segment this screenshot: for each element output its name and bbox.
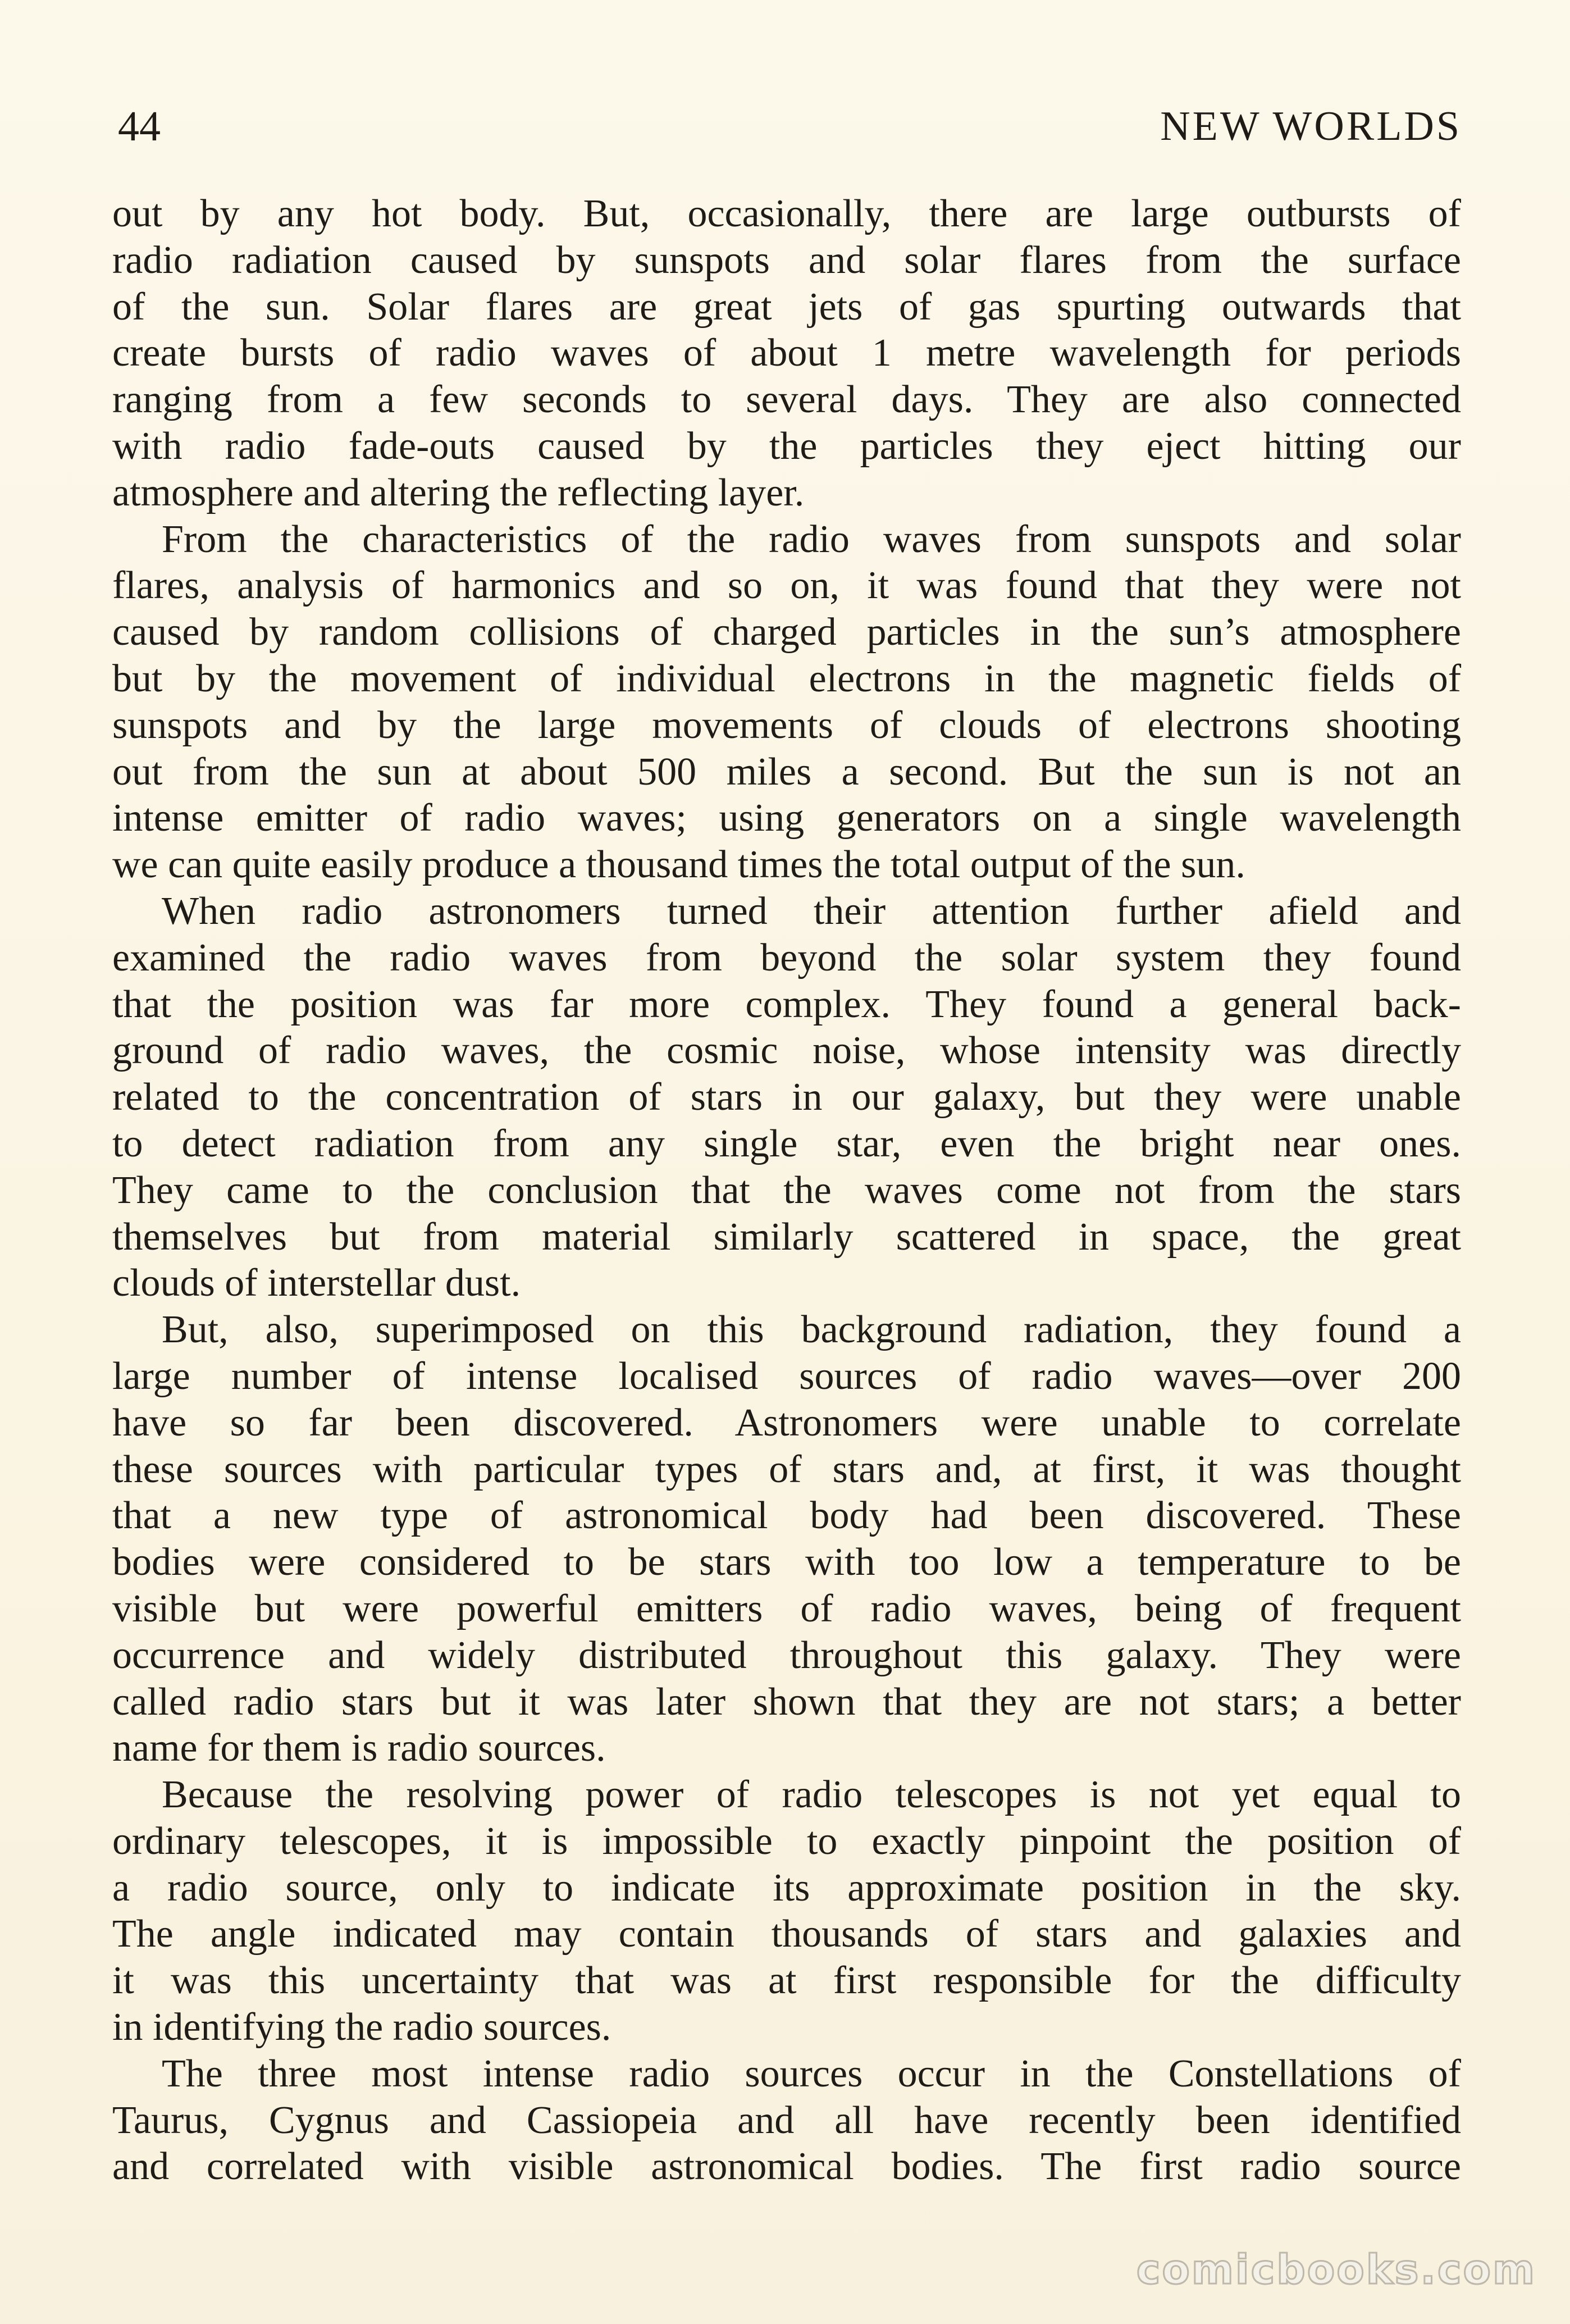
text-line: that the position was far more complex. They found a general back- (112, 982, 1461, 1026)
running-head (118, 95, 1462, 157)
watermark: comicbooks.com (1136, 2246, 1536, 2293)
page-number: 44 (118, 103, 161, 150)
text-line: have so far been discovered. Astronomers were unable to correlate (112, 1401, 1461, 1444)
text-line: that a new type of astronomical body had been discovered. These (112, 1494, 1461, 1538)
text-line: called radio stars but it was later shown that they are not stars; a better (112, 1680, 1461, 1724)
body-text (112, 191, 1461, 2190)
text-line: we can quite easily produce a thousand times the total output of the sun. (112, 843, 1245, 887)
text-line: flares, analysis of harmonics and so on, it was found that they were not (112, 564, 1461, 608)
text-line: it was this uncertainty that was at first responsible for the difficulty (112, 1959, 1461, 2003)
text-line: Because the resolving power of radio telescopes is not yet equal to (162, 1773, 1461, 1817)
running-title: NEW WORLDS (1160, 103, 1462, 149)
text-line: and correlated with visible astronomical bodies. The first radio source (112, 2145, 1461, 2189)
text-line: ranging from a few seconds to several days. They are also connected (112, 378, 1461, 422)
text-line: themselves but from material similarly scattered in space, the great (112, 1215, 1461, 1259)
text-line: occurrence and widely distributed throughout this galaxy. They were (112, 1633, 1461, 1677)
text-line: The three most intense radio sources occur in the Constellations of (162, 2052, 1461, 2095)
text-line: ground of radio waves, the cosmic noise, whose intensity was directly (112, 1029, 1461, 1073)
text-line: related to the concentration of stars in our galaxy, but they were unable (112, 1076, 1461, 1119)
text-line: clouds of interstellar dust. (112, 1261, 521, 1305)
text-line: out from the sun at about 500 miles a second. But the sun is not an (112, 750, 1461, 794)
text-line: radio radiation caused by sunspots and solar flares from the surface (112, 238, 1461, 282)
text-line: The angle indicated may contain thousands of stars and galaxies and (112, 1912, 1461, 1956)
text-line: But, also, superimposed on this background radiation, they found a (162, 1308, 1461, 1352)
text-line: When radio astronomers turned their attention further afield and (162, 889, 1461, 933)
text-line: out by any hot body. But, occasionally, there are large outbursts of (112, 192, 1461, 235)
text-line: bodies were considered to be stars with too low a temperature to be (112, 1541, 1461, 1584)
text-line: examined the radio waves from beyond the solar system they found (112, 936, 1461, 979)
text-line: Taurus, Cygnus and Cassiopeia and all have recently been identified (112, 2098, 1461, 2142)
text-line: of the sun. Solar flares are great jets of gas spurting outwards that (112, 285, 1461, 329)
text-line: sunspots and by the large movements of clouds of electrons shooting (112, 703, 1461, 747)
text-line: large number of intense localised sources of radio waves—over 200 (112, 1354, 1461, 1398)
text-line: in identifying the radio sources. (112, 2006, 611, 2049)
text-line: caused by random collisions of charged particles in the sun’s atmosphere (112, 610, 1461, 654)
text-line: to detect radiation from any single star, even the bright near ones. (112, 1122, 1461, 1165)
text-line: a radio source, only to indicate its approximate position in the sky. (112, 1866, 1461, 1910)
text-line: intense emitter of radio waves; using generators on a single wavelength (112, 796, 1461, 840)
text-line: but by the movement of individual electrons in the magnetic fields of (112, 657, 1461, 700)
text-line: visible but were powerful emitters of radio waves, being of frequent (112, 1587, 1461, 1630)
text-line: with radio fade-outs caused by the particles they eject hitting our (112, 424, 1461, 468)
text-line: name for them is radio sources. (112, 1726, 606, 1770)
text-line: create bursts of radio waves of about 1 metre wavelength for periods (112, 331, 1461, 375)
text-line: atmosphere and altering the reflecting layer. (112, 471, 805, 514)
text-line: these sources with particular types of stars and, at first, it was thought (112, 1447, 1461, 1491)
text-line: ordinary telescopes, it is impossible to exactly pinpoint the position of (112, 1819, 1461, 1863)
text-line: From the characteristics of the radio waves from sunspots and solar (162, 517, 1461, 561)
text-line: They came to the conclusion that the waves come not from the stars (112, 1168, 1461, 1212)
